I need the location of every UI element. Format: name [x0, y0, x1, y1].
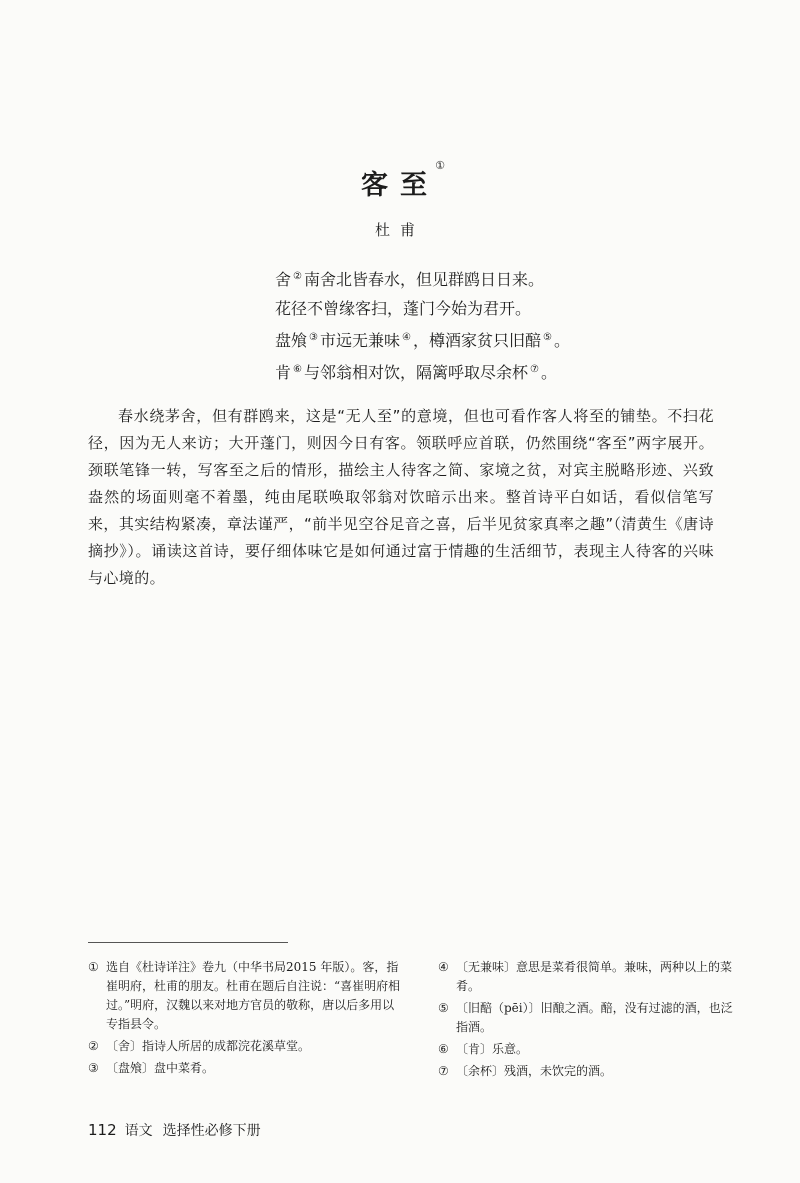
poem-line-3: 盘飧 ③ 市远无兼味 ④ ，樽酒家贫只旧醅 ⑤ 。 — [275, 331, 570, 350]
poem-title-text: 客至 — [361, 170, 439, 201]
footnotes-left-column — [88, 958, 403, 1081]
title-block — [0, 159, 800, 202]
poem-title — [361, 159, 445, 202]
subject-label: 语文 — [124, 1123, 153, 1139]
footnote-item: ③ 〔盘飧〕盘中菜肴。 — [88, 1061, 215, 1075]
book-title: 选择性必修下册 — [162, 1123, 261, 1139]
footnote-divider — [88, 942, 288, 943]
footnote-ref-6: ⑥ — [293, 364, 302, 375]
page-footer — [88, 1120, 261, 1140]
footnote-item: ② 〔舍〕指诗人所居的成都浣花溪草堂。 — [88, 1039, 311, 1053]
footnote-item: ⑥ 〔肯〕乐意。 — [438, 1042, 529, 1056]
poem-line-1: 舍 ② 南舍北皆春水，但见群鸥日日来。 — [275, 270, 544, 289]
footnote-item: ④ 〔无兼味〕意思是菜肴很简单。兼味，两种以上的菜肴。 — [438, 960, 733, 993]
footnote-item: ① 选自《杜诗详注》卷九（中华书局2015 年版）。客，指崔明府，杜甫的朋友。杜甫在题后自注说：“喜崔明府相过。”明府，汉魏以来对地方官员的敬称，唐以后多用以专指县令。 — [88, 960, 401, 1031]
footnote-ref-7: ⑦ — [530, 364, 539, 375]
footnotes-right-column — [438, 958, 738, 1084]
footnote-item: ⑦ 〔余杯〕残酒，未饮完的酒。 — [438, 1064, 613, 1078]
footnote-ref-3: ③ — [309, 332, 318, 343]
footnote-ref-5: ⑤ — [542, 332, 552, 343]
page-number: 112 — [88, 1121, 117, 1139]
footnote-ref-2: ② — [293, 271, 302, 282]
poem-line-4: 肯 ⑥ 与邻翁相对饮，隔篱呼取尽余杯 ⑦ 。 — [275, 363, 557, 382]
footnote-ref-1: ① — [435, 159, 445, 172]
poem-body — [275, 262, 695, 387]
footnote-item: ⑤ 〔旧醅（pēi）〕旧酿之酒。醅，没有过滤的酒，也泛指酒。 — [438, 1001, 733, 1034]
footnote-ref-4: ④ — [402, 332, 411, 343]
poem-line-2: 花径不曾缘客扫，蓬门今始为君开。 — [275, 299, 532, 318]
commentary-paragraph: 春水绕茅舍，但有群鸥来，这是“无人至”的意境，但也可看作客人将至的铺垫。不扫花径，因为无人来访；大开蓬门，则因今日有客。领联呼应首联，仍然围绕“客至”两字展开。颈联笔锋一转，写客至之后的情形，描绘主人待客之简、家境之贫，对宾主脱略形迹、兴致盎然的场面则毫不着墨，纯由尾联唤取邻翁对饮暗示出来。整首诗平白如话，看似信笔写来，其实结构紧凑，章法谨严，“前半见空谷足音之喜，后半见贫家真率之趣”（清黄生《唐诗摘抄》）。诵读这首诗，要仔细体味它是如何通过富于情趣的生活细节，表现主人待客的兴味与心境的。 — [88, 407, 714, 587]
poem-author: 杜甫 — [374, 221, 425, 239]
